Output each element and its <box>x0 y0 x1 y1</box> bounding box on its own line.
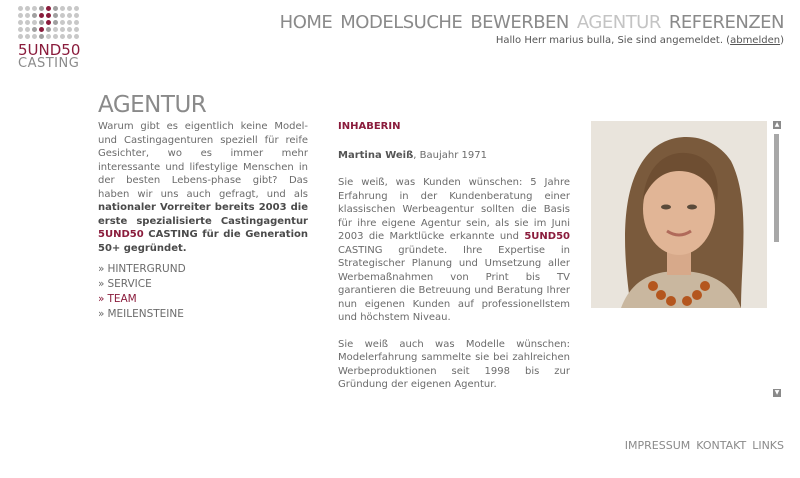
logo-dot <box>74 34 79 39</box>
nav-referenzen[interactable]: REFERENZEN <box>668 12 784 33</box>
scroll-up-arrow-icon[interactable]: ▲ <box>774 121 780 128</box>
logo-dot <box>67 20 72 25</box>
logo-dot <box>46 13 51 18</box>
footer-navigation <box>625 439 784 452</box>
logo-dot <box>18 34 23 39</box>
owner-bio-paragraph-2: Sie weiß auch was Modelle wünschen: Modelerfahrung sammelte sie bei zahlreichen Werbeproduktionen seit 1998 bis zur Gründung der eigenen Agentur. <box>338 338 570 390</box>
logo-dot <box>60 27 65 32</box>
intro-highlight <box>98 202 308 254</box>
logo-dot <box>60 34 65 39</box>
logo-dot <box>32 13 37 18</box>
intro-highlight-a: nationaler Vorreiter bereits 2003 die erste spezialisierte Castingagentur <box>98 202 308 227</box>
logo-dot <box>18 20 23 25</box>
owner-bio-paragraph-1 <box>338 176 570 325</box>
logo-dot <box>39 6 44 11</box>
login-status-end: ) <box>780 35 784 46</box>
logo-dot <box>46 34 51 39</box>
logo-dot <box>46 20 51 25</box>
logo-dot <box>18 27 23 32</box>
subnav-label: HINTERGRUND <box>107 263 186 275</box>
logo-dot <box>60 20 65 25</box>
logo-dot <box>25 34 30 39</box>
subnav-label: MEILENSTEINE <box>107 308 184 320</box>
footer-kontakt[interactable]: KONTAKT <box>696 439 747 452</box>
logo-dot <box>25 20 30 25</box>
logo-dot <box>25 6 30 11</box>
intro-brand: 5UND50 <box>98 229 144 240</box>
owner-name-line <box>338 149 570 163</box>
logo-wordmark-bottom: CASTING <box>18 56 80 71</box>
login-status <box>496 35 784 46</box>
content-scrollbar[interactable] <box>773 121 781 397</box>
nav-home[interactable]: HOME <box>279 12 333 33</box>
intro-highlight-b: CASTING für die Generation 50+ gegründet. <box>98 229 308 254</box>
login-status-text: Hallo Herr marius bulla, Sie sind angemeldet. ( <box>495 35 731 46</box>
section-heading: INHABERIN <box>338 121 401 132</box>
nav-modelsuche[interactable]: MODELSUCHE <box>340 12 463 33</box>
logo-wordmark-top: 5UND50 <box>18 41 81 59</box>
logo-dot <box>25 27 30 32</box>
logo[interactable] <box>18 6 80 70</box>
logo-dot-grid <box>18 6 80 39</box>
logo-dot <box>53 6 58 11</box>
owner-portrait-photo <box>591 121 767 308</box>
logo-dot <box>32 20 37 25</box>
subnav-label: TEAM <box>107 293 137 305</box>
logo-dot <box>18 6 23 11</box>
logo-dot <box>67 27 72 32</box>
owner-birthyear: , Baujahr 1971 <box>413 149 487 161</box>
intro-text-part: Warum gibt es eigentlich keine Model-und Castingagenturen speziell für reife Gesichter, wo es immer mehr interessante und lifestylige Menschen in der besten Lebens-phase gibt? Das haben wir uns auch gefragt, und als <box>98 121 308 200</box>
logo-dot <box>39 13 44 18</box>
subnav-meilensteine[interactable] <box>98 307 186 322</box>
logo-dot <box>53 27 58 32</box>
logo-dot <box>60 6 65 11</box>
logo-dot <box>32 27 37 32</box>
logo-dot <box>46 6 51 11</box>
footer-impressum[interactable]: IMPRESSUM <box>624 439 691 452</box>
nav-bewerben[interactable]: BEWERBEN <box>470 12 569 33</box>
chevron-right-icon: » <box>98 308 105 320</box>
logo-dot <box>74 20 79 25</box>
logout-link[interactable]: abmelden <box>730 35 781 46</box>
logo-dot <box>67 6 72 11</box>
logo-dot <box>60 13 65 18</box>
logo-dot <box>39 34 44 39</box>
portrait-illustration <box>591 121 767 308</box>
chevron-right-icon: » <box>98 263 105 275</box>
logo-dot <box>74 6 79 11</box>
logo-dot <box>74 27 79 32</box>
sub-navigation <box>98 262 186 322</box>
logo-dot <box>18 13 23 18</box>
logo-dot <box>67 13 72 18</box>
logo-dot <box>53 13 58 18</box>
scroll-down-arrow-icon[interactable]: ▼ <box>774 389 780 396</box>
intro-text <box>98 120 308 255</box>
subnav-team[interactable] <box>98 292 186 307</box>
logo-dot <box>53 20 58 25</box>
logo-dot <box>39 27 44 32</box>
scroll-thumb[interactable] <box>774 134 779 242</box>
main-navigation <box>280 12 784 34</box>
logo-dot <box>25 13 30 18</box>
nav-agentur[interactable]: AGENTUR <box>576 12 661 33</box>
logo-dot <box>74 13 79 18</box>
logo-dot <box>46 27 51 32</box>
subnav-label: SERVICE <box>107 278 152 290</box>
chevron-right-icon: » <box>98 278 105 290</box>
chevron-right-icon: » <box>98 293 105 305</box>
scroll-track[interactable] <box>773 129 781 387</box>
logo-dot <box>53 34 58 39</box>
page-title: AGENTUR <box>98 92 207 118</box>
bio-text: CASTING gründete. Ihre Expertise in Strategischer Planung und Umsetzung aller Werbemaßnahmen von Print bis TV garantieren die Betreuung und Beratung Ihrer nun eigenen Kunden auf professionellstem und höchstem Niveau. <box>338 244 570 323</box>
subnav-hintergrund[interactable] <box>98 262 186 277</box>
bio-text: Sie weiß, was Kunden wünschen: 5 Jahre Erfahrung in der Kundenberatung einer klassischen Werbeagentur sollten die Basis für ihre eigene Agentur sein, als sie im Juni 2003 die Marktlücke erkannte und <box>338 177 570 242</box>
logo-dot <box>67 34 72 39</box>
subnav-service[interactable] <box>98 277 186 292</box>
logo-dot <box>39 20 44 25</box>
bio-brand: 5UND50 <box>524 231 570 242</box>
footer-links[interactable]: LINKS <box>752 439 784 452</box>
logo-dot <box>32 6 37 11</box>
owner-name: Martina Weiß <box>338 149 414 161</box>
team-content <box>338 120 570 405</box>
logo-dot <box>32 34 37 39</box>
